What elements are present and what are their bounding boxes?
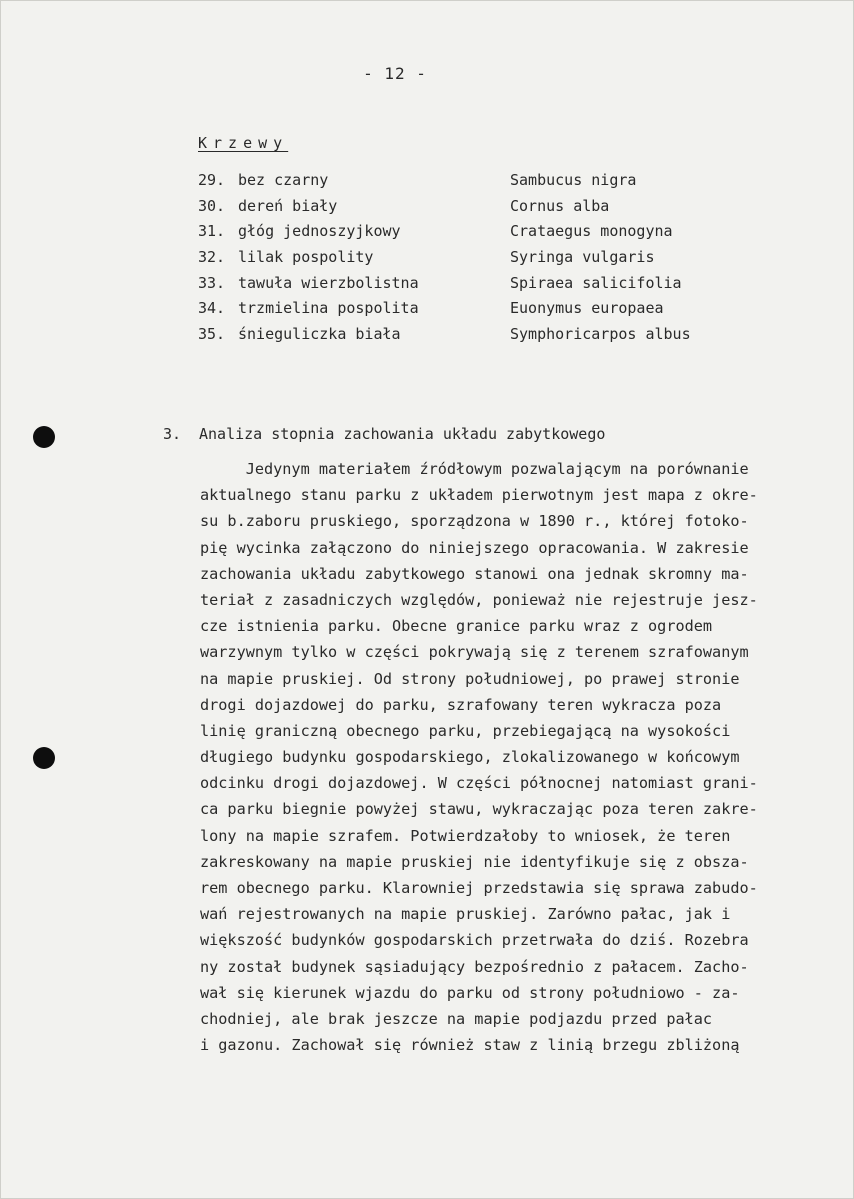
text-line: drogi dojazdowej do parku, szrafowany teren wykracza poza	[200, 695, 722, 714]
text-line: ca parku biegnie powyżej stawu, wykraczając poza teren zakre-	[200, 800, 758, 819]
text-line: wań rejestrowanych na mapie pruskiej. Zarówno pałac, jak i	[200, 905, 731, 924]
shrub-latin-name: Sambucus nigra	[510, 171, 637, 189]
shrub-number: 33.	[198, 273, 226, 292]
shrub-polish-name: śnieguliczka biała	[238, 325, 401, 344]
shrub-polish-name: dereń biały	[238, 196, 338, 215]
text-line: Jedynym materiałem źródłowym pozwalającym na porównanie	[200, 460, 749, 478]
shrub-latin-name: Syringa vulgaris	[510, 248, 655, 267]
shrub-latin-name: Euonymus europaea	[510, 299, 664, 318]
shrub-polish-name: lilak pospolity	[238, 248, 374, 267]
text-line: pię wycinka załączono do niniejszego opracowania. W zakresie	[200, 538, 749, 557]
shrub-polish-name: trzmielina pospolita	[238, 299, 419, 318]
section-title	[163, 425, 605, 443]
punch-hole-top	[33, 426, 55, 448]
text-line: ny został budynek sąsiadujący bezpośrednio z pałacem. Zacho-	[200, 957, 749, 976]
shrub-row	[198, 194, 758, 220]
shrub-polish-name: bez czarny	[238, 171, 329, 189]
shrub-list	[198, 168, 758, 348]
shrub-number: 30.	[198, 196, 226, 215]
text-line: chodniej, ale brak jeszcze na mapie podjazdu przed pałac	[200, 1009, 713, 1028]
text-line: i gazonu. Zachował się również staw z linią brzegu zbliżoną	[200, 1036, 740, 1055]
text-line: warzywnym tylko w części pokrywają się z terenem szrafowanym	[200, 643, 749, 662]
shrub-number: 35.	[198, 325, 226, 344]
section-number: 3.	[163, 425, 182, 443]
shrub-number: 34.	[198, 299, 226, 318]
text-line: lony na mapie szrafem. Potwierdzałoby to wniosek, że teren	[200, 826, 731, 845]
shrub-number: 29.	[198, 171, 226, 189]
shrub-row	[198, 322, 758, 348]
body-text	[200, 456, 840, 1058]
section-heading-shrubs: Krzewy	[198, 134, 289, 152]
text-line: odcinku drogi dojazdowej. W części północnej natomiast grani-	[200, 774, 758, 793]
shrub-row	[198, 296, 758, 322]
text-line: su b.zaboru pruskiego, sporządzona w 1890 r., której fotoko-	[200, 512, 749, 531]
shrub-row	[198, 219, 758, 245]
shrub-latin-name: Spiraea salicifolia	[510, 273, 682, 292]
shrub-polish-name: tawuła wierzbolistna	[238, 273, 419, 292]
shrub-latin-name: Crataegus monogyna	[510, 222, 673, 241]
shrub-latin-name: Cornus alba	[510, 196, 610, 215]
shrub-row	[198, 168, 758, 194]
text-line: na mapie pruskiej. Od strony południowej, po prawej stronie	[200, 669, 740, 688]
page-number: - 12 -	[363, 64, 427, 83]
shrub-number: 32.	[198, 248, 226, 267]
text-line: wał się kierunek wjazdu do parku od strony południowo - za-	[200, 983, 740, 1002]
text-line: linię graniczną obecnego parku, przebiegającą na wysokości	[200, 721, 731, 740]
shrub-row	[198, 245, 758, 271]
text-line: zachowania układu zabytkowego stanowi ona jednak skromny ma-	[200, 564, 749, 583]
text-line: teriał z zasadniczych względów, ponieważ nie rejestruje jesz-	[200, 590, 758, 609]
text-line: rem obecnego parku. Klarowniej przedstawia się sprawa zabudo-	[200, 879, 758, 897]
text-line: aktualnego stanu parku z układem pierwotnym jest mapa z okre-	[200, 486, 758, 505]
punch-hole-bottom	[33, 747, 55, 769]
section-title-text: Analiza stopnia zachowania układu zabytkowego	[199, 425, 606, 443]
text-line: większość budynków gospodarskich przetrwała do dziś. Rozebra	[200, 931, 749, 950]
text-line: zakreskowany na mapie pruskiej nie identyfikuje się z obsza-	[200, 852, 749, 871]
shrub-latin-name: Symphoricarpos albus	[510, 325, 691, 344]
shrub-polish-name: głóg jednoszyjkowy	[238, 222, 401, 241]
text-line: długiego budynku gospodarskiego, zlokalizowanego w końcowym	[200, 748, 740, 767]
shrub-row	[198, 271, 758, 297]
shrub-number: 31.	[198, 222, 226, 241]
text-line: cze istnienia parku. Obecne granice parku wraz z ogrodem	[200, 617, 713, 636]
